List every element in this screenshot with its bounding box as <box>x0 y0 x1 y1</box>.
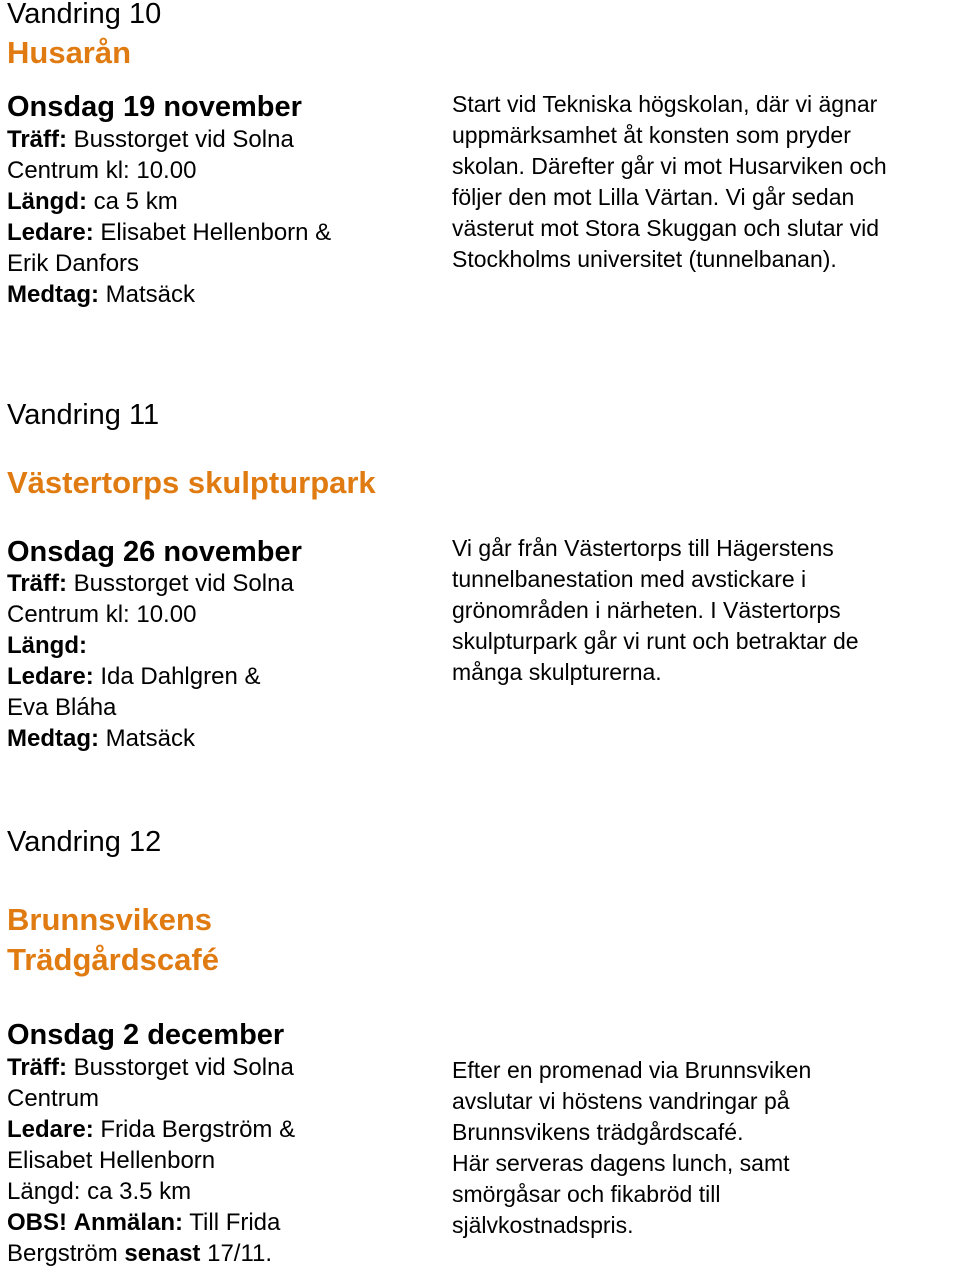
description-line: Stockholms universitet (tunnelbanan). <box>452 246 837 272</box>
leader-line: Ledare: Ida Dahlgren & <box>7 663 261 690</box>
length-line: Längd: <box>7 632 87 659</box>
meet-line: Träff: Busstorget vid Solna <box>7 570 294 597</box>
description-line: Här serveras dagens lunch, samt <box>452 1150 790 1176</box>
description-line: grönområden i närheten. I Västertorps <box>452 597 841 623</box>
bring-line: Medtag: Matsäck <box>7 725 196 752</box>
walk-details <box>7 568 294 754</box>
obs-label: OBS! <box>7 1209 67 1236</box>
walk-date: Onsdag 26 november <box>7 536 302 568</box>
walk-name-line: Trädgårdscafé <box>7 942 219 977</box>
walk-name: Västertorps skulpturpark <box>7 465 376 500</box>
walk-details <box>7 124 331 310</box>
description-line: avslutar vi höstens vandringar på <box>452 1088 790 1114</box>
length-line: Längd: ca 5 km <box>7 188 178 215</box>
walk-number: Vandring 11 <box>7 399 160 431</box>
leader-line: Ledare: Elisabet Hellenborn & <box>7 219 332 246</box>
description-line: många skulpturerna. <box>452 659 662 685</box>
walk-name: Husarån <box>7 35 132 70</box>
walk-date: Onsdag 19 november <box>7 91 302 123</box>
walk-description <box>452 89 887 275</box>
leader-line-2: Erik Danfors <box>7 250 140 277</box>
meet-line-2: Centrum kl: 10.00 <box>7 601 197 628</box>
length-line: Längd: ca 3.5 km <box>7 1178 192 1205</box>
description-line: självkostnadspris. <box>452 1212 634 1238</box>
signup-line: OBS! Anmälan: Till Frida <box>7 1209 281 1236</box>
description-line: smörgåsar och fikabröd till <box>452 1181 721 1207</box>
meet-line: Träff: Busstorget vid Solna <box>7 1054 294 1081</box>
walk-description <box>452 533 859 688</box>
leader-line: Ledare: Frida Bergström & <box>7 1116 296 1143</box>
description-line: skulpturpark går vi runt och betraktar de <box>452 628 859 654</box>
description-line: skolan. Därefter går vi mot Husarviken och <box>452 153 887 179</box>
leader-line-2: Elisabet Hellenborn <box>7 1147 216 1174</box>
description-line: Start vid Tekniska högskolan, där vi ägnar <box>452 91 878 117</box>
walk-number: Vandring 10 <box>7 0 162 30</box>
walk-name-line: Brunnsvikens <box>7 902 213 937</box>
signup-line-2: Bergström senast 17/11. <box>7 1240 273 1267</box>
description-line: tunnelbanestation med avstickare i <box>452 566 807 592</box>
description-line: följer den mot Lilla Värtan. Vi går sedan <box>452 184 855 210</box>
walk-date: Onsdag 2 december <box>7 1019 285 1051</box>
description-line: Efter en promenad via Brunnsviken <box>452 1057 812 1083</box>
description-line: uppmärksamhet åt konsten som pryder <box>452 122 851 148</box>
bring-line: Medtag: Matsäck <box>7 281 196 308</box>
meet-line: Träff: Busstorget vid Solna <box>7 126 294 153</box>
description-line: västerut mot Stora Skuggan och slutar vid <box>452 215 879 241</box>
walk-name <box>7 900 219 980</box>
meet-line-2: Centrum <box>7 1085 100 1112</box>
description-line: Brunnsvikens trädgårdscafé. <box>452 1119 744 1145</box>
walk-number: Vandring 12 <box>7 826 162 858</box>
walk-description <box>452 1055 811 1241</box>
meet-line-2: Centrum kl: 10.00 <box>7 157 197 184</box>
walk-details <box>7 1052 295 1269</box>
leader-line-2: Eva Bláha <box>7 694 117 721</box>
description-line: Vi går från Västertorps till Hägerstens <box>452 535 834 561</box>
